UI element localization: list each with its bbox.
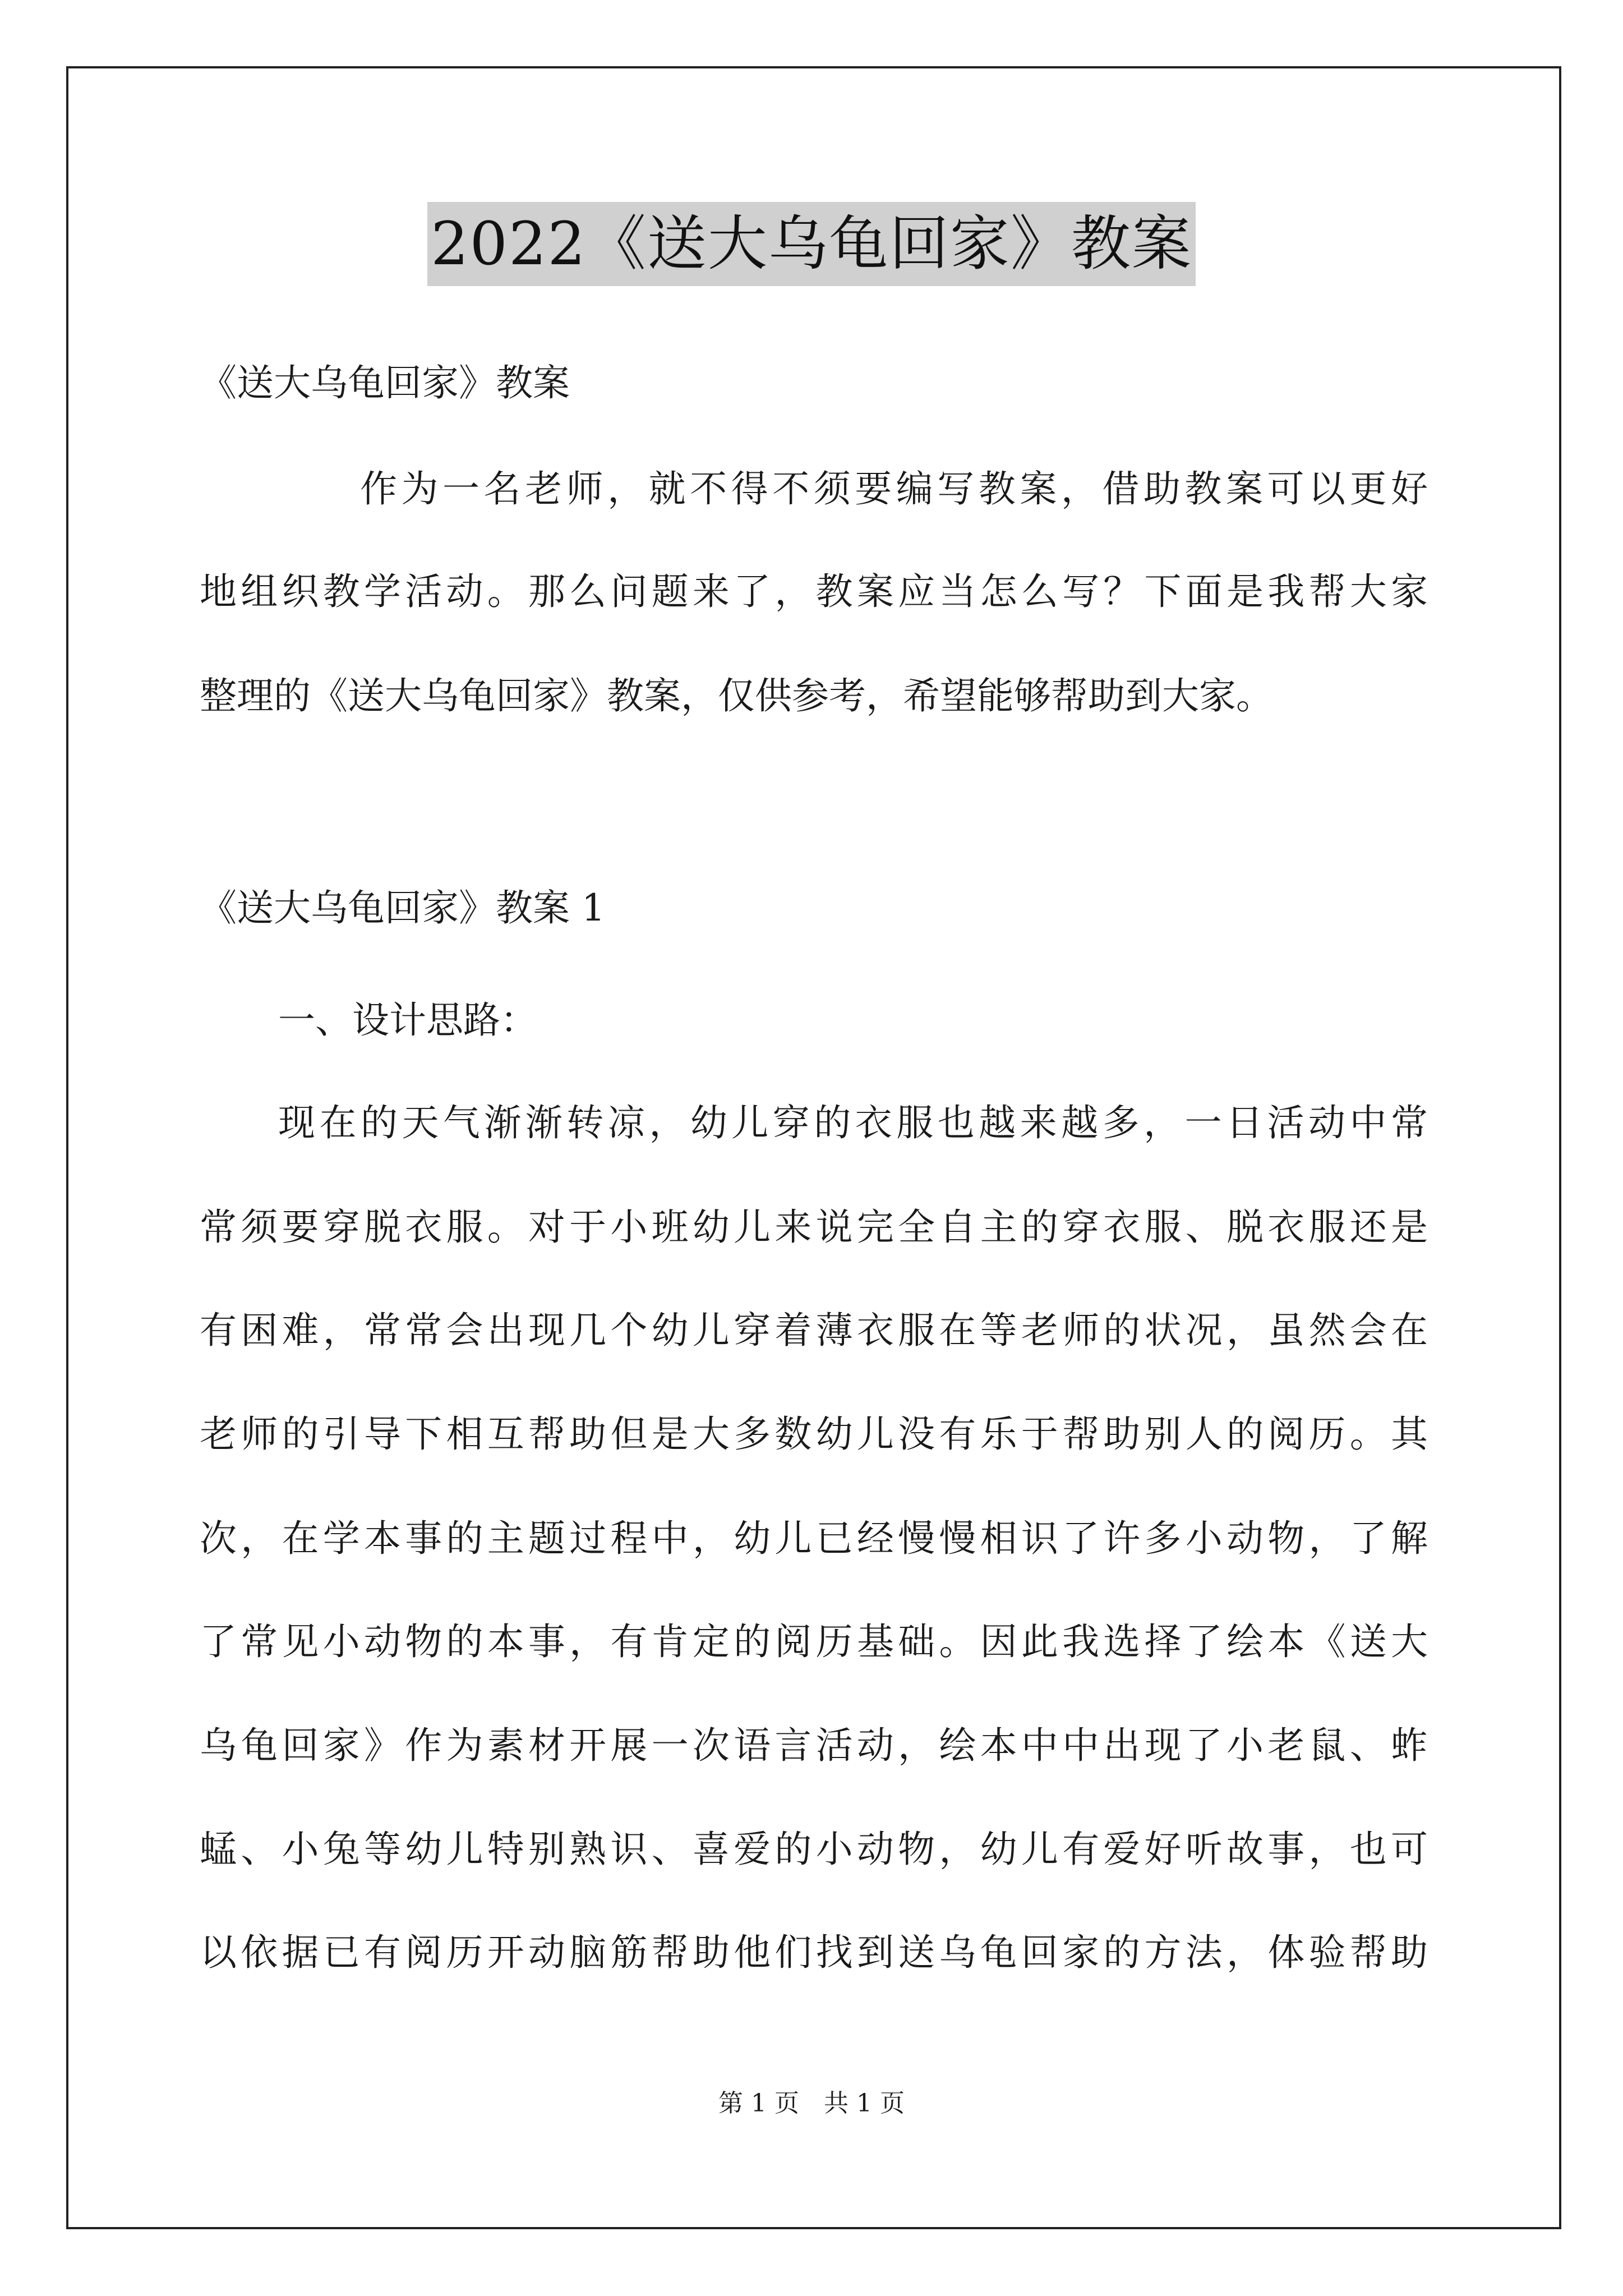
body-line-9: 以依据已有阅历开动脑筋帮助他们找到送乌龟回家的方法，体验帮助 <box>200 1931 1428 1974</box>
body-line-8: 蜢、小兔等幼儿特别熟识、喜爱的小动物，幼儿有爱好听故事，也可 <box>200 1828 1428 1871</box>
body-line-5: 次，在学本事的主题过程中，幼儿已经慢慢相识了许多小动物，了解 <box>200 1517 1428 1560</box>
body-line-7: 乌龟回家》作为素材开展一次语言活动，绘本中中出现了小老鼠、蚱 <box>200 1724 1428 1767</box>
section-heading: 《送大乌龟回家》教案 1 <box>200 886 605 930</box>
body-line-6: 了常见小动物的本事，有肯定的阅历基础。因此我选择了绘本《送大 <box>200 1620 1428 1663</box>
body-line-3: 有困难，常常会出现几个幼儿穿着薄衣服在等老师的状况，虽然会在 <box>200 1309 1428 1352</box>
subsection-heading: 一、设计思路： <box>278 999 537 1042</box>
body-line-1: 现在的天气渐渐转凉，幼儿穿的衣服也越来越多，一日活动中常 <box>278 1101 1428 1144</box>
page-footer: 第 1 页 共 1 页 <box>718 2089 905 2118</box>
document-title: 2022《送大乌龟回家》教案 <box>427 202 1196 286</box>
body-line-4: 老师的引导下相互帮助但是大多数幼儿没有乐于帮助别人的阅历。其 <box>200 1412 1428 1456</box>
intro-line-1: 作为一名老师，就不得不须要编写教案，借助教案可以更好 <box>360 467 1428 510</box>
document-subtitle: 《送大乌龟回家》教案 <box>200 361 570 404</box>
intro-line-2: 地组织教学活动。那么问题来了，教案应当怎么写？下面是我帮大家 <box>200 570 1428 613</box>
intro-line-3: 整理的《送大乌龟回家》教案，仅供参考，希望能够帮助到大家。 <box>200 674 1273 717</box>
body-line-2: 常须要穿脱衣服。对于小班幼儿来说完全自主的穿衣服、脱衣服还是 <box>200 1205 1428 1249</box>
title-container <box>0 202 1623 286</box>
